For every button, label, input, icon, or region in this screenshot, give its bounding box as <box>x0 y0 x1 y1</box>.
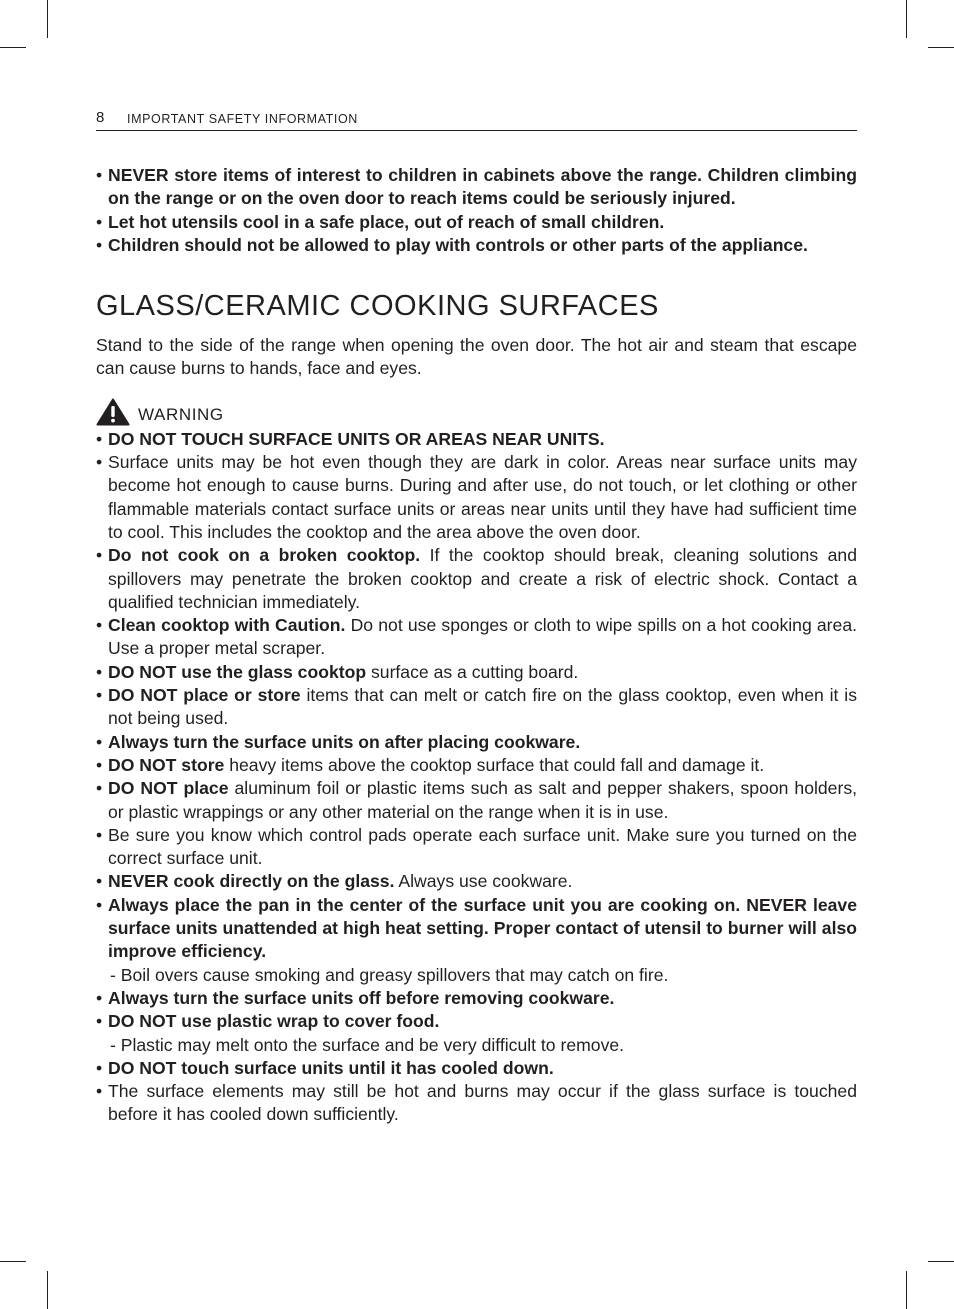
bullet-bold-text: Clean cooktop with Caution. <box>108 615 346 636</box>
crop-mark <box>906 1271 907 1309</box>
crop-mark <box>928 1261 954 1262</box>
warning-bullet-list <box>96 428 857 1127</box>
bullet-text: surface as a cutting board. <box>366 661 579 682</box>
crop-mark <box>906 0 907 38</box>
page-header <box>96 108 857 131</box>
bullet-text: items that can melt or catch fire on the glass cooktop, even when it is not being used. <box>108 685 857 729</box>
bullet-bold-text: Children should not be allowed to play with controls or other parts of the appliance. <box>108 234 808 255</box>
bullet-item <box>96 777 857 824</box>
crop-mark <box>928 47 954 48</box>
bullet-item <box>96 211 857 234</box>
bullet-item <box>96 164 857 211</box>
warning-triangle-icon <box>96 398 130 426</box>
bullet-text: Surface units may be hot even though they are dark in color. Areas near surface units may become hot enough to cause burns. During and after use, do not touch, or let clothing or other flammable materials contact surface units or areas near units until they have had sufficient time to cool. This includes the cooktop and the area above the oven door. <box>108 452 857 542</box>
bullet-bold-text: Let hot utensils cool in a safe place, out of reach of small children. <box>108 211 665 232</box>
crop-mark <box>0 47 26 48</box>
bullet-bold-text: Do not cook on a broken cooktop. <box>108 545 421 566</box>
bullet-item <box>96 754 857 777</box>
bullet-text: If the cooktop should break, cleaning solutions and spillovers may penetrate the broken cooktop and create a risk of electric shock. Contact a qualified technician immediately. <box>108 545 857 612</box>
top-bullet-list <box>96 164 857 257</box>
bullet-bold-text: NEVER store items of interest to children in cabinets above the range. Children climbing on the range or on the oven door to reach items could be seriously injured. <box>108 165 857 209</box>
bullet-bold-text: Always place the pan in the center of the surface unit you are cooking on. NEVER leave surface units unattended at high heat setting. Proper contact of utensil to burner will also improve efficiency. <box>108 894 857 962</box>
bullet-item <box>96 544 857 614</box>
section-title: GLASS/CERAMIC COOKING SURFACES <box>96 290 659 323</box>
bullet-text: Be sure you know which control pads operate each surface unit. Make sure you turned on the correct surface unit. <box>108 824 857 869</box>
bullet-text: The surface elements may still be hot and burns may occur if the glass surface is touched before it has cooled down sufficiently. <box>108 1081 857 1125</box>
bullet-bold-text: DO NOT store <box>108 754 225 775</box>
bullet-text: aluminum foil or plastic items such as salt and pepper shakers, spoon holders, or plastic wrappings or any other material on the range when it is in use. <box>108 778 858 822</box>
crop-mark <box>47 1271 48 1309</box>
page-number: 8 <box>96 109 105 126</box>
warning-banner <box>96 398 857 428</box>
bullet-sub-note: - Boil overs cause smoking and greasy spillovers that may catch on fire. <box>110 964 669 985</box>
crop-mark <box>47 0 48 38</box>
bullet-item <box>96 428 857 451</box>
bullet-bold-text: Always turn the surface units on after placing cookware. <box>108 731 581 752</box>
bullet-item <box>96 824 857 871</box>
page-content <box>96 164 857 1127</box>
bullet-bold-text: DO NOT touch surface units until it has cooled down. <box>108 1057 554 1078</box>
bullet-bold-text: DO NOT use plastic wrap to cover food. <box>108 1011 440 1032</box>
warning-label: WARNING <box>138 404 224 424</box>
bullet-bold-text: NEVER cook directly on the glass. <box>108 871 395 892</box>
bullet-item <box>96 987 857 1010</box>
bullet-item <box>96 1010 857 1057</box>
bullet-sub-note: - Plastic may melt onto the surface and be very difficult to remove. <box>110 1034 625 1055</box>
bullet-item <box>96 614 857 661</box>
bullet-item <box>96 661 857 684</box>
intro-paragraph: Stand to the side of the range when opening the oven door. The hot air and steam that escape can cause burns to hands, face and eyes. <box>96 335 857 379</box>
bullet-item <box>96 870 857 893</box>
crop-mark <box>0 1261 26 1262</box>
bullet-bold-text: DO NOT use the glass cooktop <box>108 661 367 682</box>
bullet-text: Always use cookware. <box>394 871 573 892</box>
bullet-item <box>96 684 857 731</box>
bullet-item <box>96 451 857 544</box>
bullet-item <box>96 234 857 257</box>
bullet-text: heavy items above the cooktop surface that could fall and damage it. <box>224 754 765 775</box>
bullet-bold-text: DO NOT place <box>108 778 229 799</box>
bullet-bold-text: Always turn the surface units off before removing cookware. <box>108 987 615 1008</box>
bullet-item <box>96 1080 857 1127</box>
bullet-item <box>96 731 857 754</box>
bullet-item <box>96 1057 857 1080</box>
bullet-text: Do not use sponges or cloth to wipe spills on a hot cooking area. Use a proper metal scraper. <box>108 615 857 659</box>
bullet-bold-text: DO NOT place or store <box>108 685 301 706</box>
bullet-item <box>96 894 857 987</box>
running-head: IMPORTANT SAFETY INFORMATION <box>127 112 358 126</box>
bullet-bold-text: DO NOT TOUCH SURFACE UNITS OR AREAS NEAR UNITS. <box>108 428 605 449</box>
